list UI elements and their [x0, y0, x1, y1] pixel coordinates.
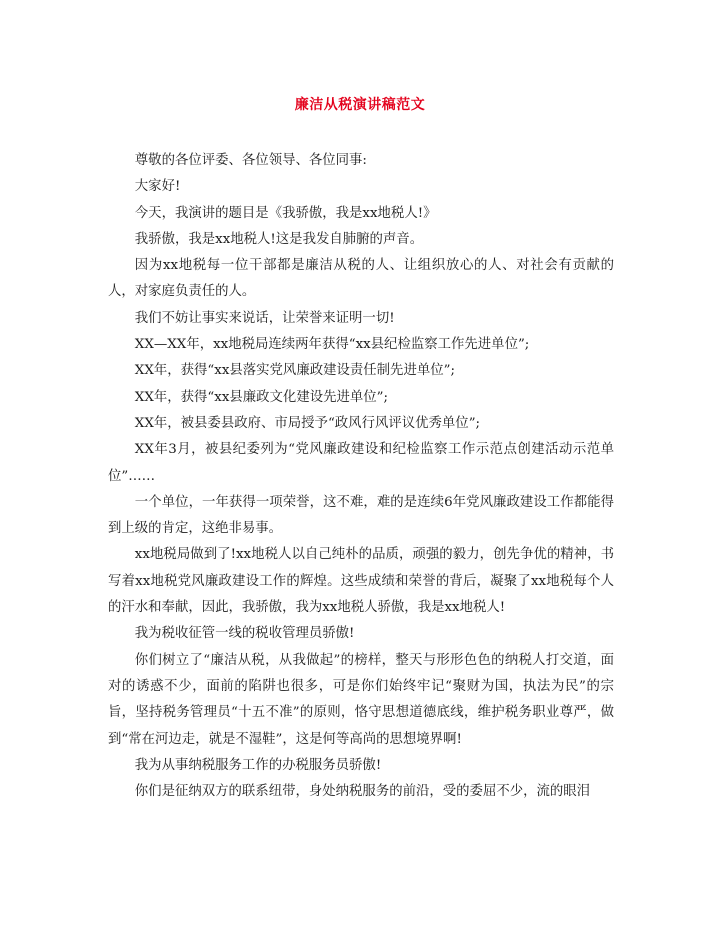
paragraph-section-heading: 我为税收征管一线的税收管理员骄傲! [134, 626, 355, 642]
paragraph-section-heading: 我为从事纳税服务工作的办税服务员骄傲! [134, 757, 382, 773]
paragraph-topic: 今天，我演讲的题目是《我骄傲，我是xx地税人!》 [134, 205, 437, 221]
paragraph-salutation: 尊敬的各位评委、各位领导、各位同事: [134, 153, 367, 168]
paragraph-honor: XX—XX年，xx地税局连续两年获得“xx县纪检监察工作先进单位”; [134, 337, 530, 353]
paragraph-honor: XX年3月，被县纪委列为“党风廉政建设和纪检监察工作示范点创建活动示范单位”…… [108, 442, 614, 484]
paragraph-greeting: 大家好! [134, 179, 181, 195]
paragraph: 你们是征纳双方的联系纽带，身处纳税服务的前沿，受的委屈不少，流的眼泪 [134, 784, 591, 800]
paragraph-honor: XX年，被县委县政府、市局授予“政风行风评议优秀单位”; [134, 415, 481, 431]
paragraph: 我骄傲，我是xx地税人!这是我发自肺腑的声音。 [134, 231, 424, 247]
paragraph-honor: XX年，获得“xx县落实党风廉政建设责任制先进单位”; [134, 363, 455, 379]
paragraph: 一个单位，一年获得一项荣誉，这不难，难的是连续6年党风廉政建设工作都能得到上级的肯定，这绝非易事。 [108, 494, 614, 537]
document-body [108, 148, 614, 805]
paragraph-honor: XX年，获得“xx县廉政文化建设先进单位”; [134, 389, 389, 405]
paragraph: xx地税局做到了!xx地税人以自己纯朴的品质，顽强的毅力，创先争优的精神，书写着xx地税党风廉政建设工作的辉煌。这些成绩和荣誉的背后，凝聚了xx地税每个人的汗水和奉献，因此，我骄傲，我为xx地税人骄傲，我是xx地税人! [108, 547, 614, 616]
document-title: 廉洁从税演讲稿范文 [294, 97, 426, 113]
paragraph: 因为xx地税每一位干部都是廉洁从税的人、让组织放心的人、对社会有贡献的人，对家庭负责任的人。 [108, 258, 614, 300]
paragraph: 你们树立了“廉洁从税，从我做起”的榜样，整天与形形色色的纳税人打交道，面对的诱惑不少，面前的陷阱也很多，可是你们始终牢记“聚财为国，执法为民”的宗旨，坚持税务管理员“十五不准”的原则，恪守思想道德底线，维护税务职业尊严，做到“常在河边走，就是不湿鞋”，这是何等高尚的思想境界啊! [108, 652, 614, 747]
paragraph: 我们不妨让事实来说话，让荣誉来证明一切! [134, 310, 395, 326]
